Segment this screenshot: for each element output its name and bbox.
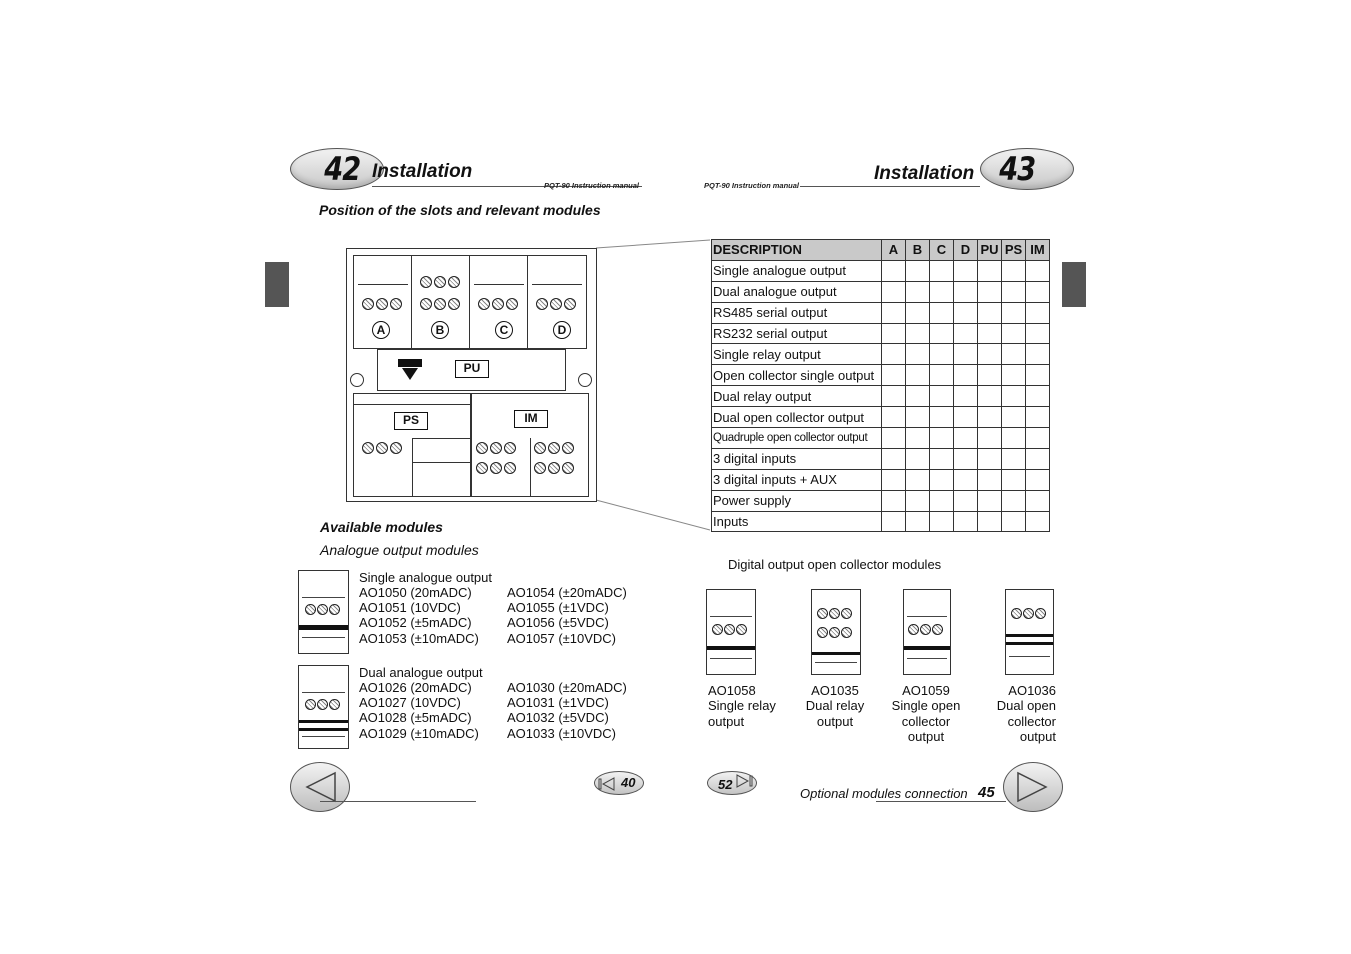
module-caption-ao1059: AO1059 Single open collector output (891, 683, 961, 744)
module-caption-ao1036: AO1036 Dual open collector output (996, 683, 1056, 744)
optional-modules-link[interactable]: Optional modules connection (800, 786, 968, 801)
header-rule-right (800, 186, 980, 187)
table-header-pu: PU (978, 240, 1002, 261)
list-item: AO1053 (±10mADC) (359, 630, 479, 646)
table-row (712, 511, 1050, 532)
table-header-d: D (954, 240, 978, 261)
table-header-a: A (882, 240, 906, 261)
table-header-ps: PS (1002, 240, 1026, 261)
skip-back-icon (598, 777, 618, 791)
table-header-row (712, 240, 1050, 261)
table-row (712, 344, 1050, 365)
table-row (712, 448, 1050, 469)
module-image-ao1059 (903, 589, 951, 675)
manual-name-right: PQT-90 Instruction manual (704, 181, 800, 190)
previous-page-button[interactable] (290, 762, 350, 812)
list-item: AO1057 (±10VDC) (507, 630, 617, 646)
footer-rule-left (320, 801, 476, 802)
table-header-c: C (930, 240, 954, 261)
module-caption-ao1058: AO1058 Single relay output (708, 683, 776, 729)
table-header-im: IM (1026, 240, 1050, 261)
module-slot-table (711, 239, 1050, 532)
digital-modules-heading: Digital output open collector modules (728, 557, 942, 572)
list-item: AO1050 (20mADC) (359, 585, 472, 600)
table-row (712, 365, 1050, 386)
available-modules-heading: Available modules (320, 519, 443, 535)
skip-forward-icon (734, 774, 754, 788)
table-cell-description: Open collector single output (712, 365, 882, 386)
module-image-ao1036 (1005, 589, 1054, 675)
forward-to-page-button[interactable] (707, 771, 757, 795)
mount-hole-right (578, 373, 592, 387)
table-row (712, 260, 1050, 281)
table-cell-description: Dual open collector output (712, 407, 882, 428)
table-row (712, 407, 1050, 428)
connector-lines (590, 236, 715, 536)
back-to-page-button[interactable] (594, 771, 644, 795)
slot-label-a: A (372, 321, 390, 339)
im-label: IM (514, 410, 548, 428)
list-item: AO1028 (±5mADC) (359, 710, 472, 726)
list-item: AO1055 (±1VDC) (507, 600, 609, 616)
analogue-modules-heading: Analogue output modules (320, 542, 479, 558)
page-title-right: Installation (874, 163, 975, 184)
list-item: AO1029 (±10mADC) (359, 725, 479, 741)
table-cell-description: RS485 serial output (712, 302, 882, 323)
list-item: AO1032 (±5VDC) (507, 710, 609, 726)
slot-label-c: C (495, 321, 513, 339)
slot-diagram (346, 248, 597, 502)
table-row (712, 428, 1050, 449)
dual-analogue-col1 (359, 680, 479, 741)
triangle-right-icon (1016, 771, 1048, 803)
dual-analogue-title: Dual analogue output (359, 665, 483, 680)
table-cell-description: Inputs (712, 511, 882, 532)
list-item: AO1033 (±10VDC) (507, 725, 617, 741)
list-item: AO1052 (±5mADC) (359, 615, 472, 631)
table-cell-description: Quadruple open collector output (712, 428, 882, 449)
ps-label: PS (394, 412, 428, 430)
table-cell-description: Dual relay output (712, 386, 882, 407)
table-row (712, 469, 1050, 490)
table-row (712, 302, 1050, 323)
table-header-b: B (906, 240, 930, 261)
forward-page-number: 52 (718, 777, 733, 792)
triangle-left-icon (305, 771, 337, 803)
slots-heading: Position of the slots and relevant modules (319, 202, 601, 218)
list-item: AO1056 (±5VDC) (507, 615, 609, 631)
table-header-description: DESCRIPTION (712, 240, 882, 261)
list-item: AO1051 (10VDC) (359, 600, 461, 616)
table-row (712, 281, 1050, 302)
pu-module (377, 349, 566, 391)
slot-label-d: D (553, 321, 571, 339)
table-row (712, 323, 1050, 344)
single-analogue-module-image (298, 570, 349, 654)
brand-logo-icon (396, 358, 424, 382)
back-page-number: 40 (621, 775, 636, 790)
optional-modules-page[interactable]: 45 (978, 784, 995, 801)
table-cell-description: Single relay output (712, 344, 882, 365)
side-tab-left (265, 262, 289, 307)
page-number-left: 42 (324, 150, 361, 188)
table-cell-description: Dual analogue output (712, 281, 882, 302)
table-row (712, 490, 1050, 511)
next-page-button[interactable] (1003, 762, 1063, 812)
table-cell-description: Single analogue output (712, 260, 882, 281)
single-analogue-title: Single analogue output (359, 570, 493, 585)
list-item: AO1030 (±20mADC) (507, 680, 627, 695)
single-analogue-col1 (359, 585, 479, 646)
side-tab-right (1062, 262, 1086, 307)
list-item: AO1031 (±1VDC) (507, 695, 609, 711)
manual-name-left: PQT-90 Instruction manual (544, 181, 640, 190)
footer-rule-right (876, 801, 1006, 802)
mount-hole-left (350, 373, 364, 387)
module-image-ao1035 (811, 589, 861, 675)
im-module (471, 393, 589, 497)
single-analogue-col2 (507, 585, 627, 646)
dual-analogue-col2 (507, 680, 627, 741)
table-cell-description: Power supply (712, 490, 882, 511)
module-caption-ao1035: AO1035 Dual relay output (805, 683, 865, 729)
slot-label-b: B (431, 321, 449, 339)
dual-analogue-module-image (298, 665, 349, 749)
list-item: AO1027 (10VDC) (359, 695, 461, 711)
page-number-right: 43 (999, 150, 1036, 188)
table-cell-description: 3 digital inputs + AUX (712, 469, 882, 490)
list-item: AO1026 (20mADC) (359, 680, 472, 695)
module-image-ao1058 (706, 589, 756, 675)
table-cell-description: 3 digital inputs (712, 448, 882, 469)
list-item: AO1054 (±20mADC) (507, 585, 627, 600)
table-cell-description: RS232 serial output (712, 323, 882, 344)
page-title-left: Installation (372, 161, 473, 182)
ps-module (353, 393, 471, 497)
pu-label: PU (455, 360, 489, 378)
table-row (712, 386, 1050, 407)
